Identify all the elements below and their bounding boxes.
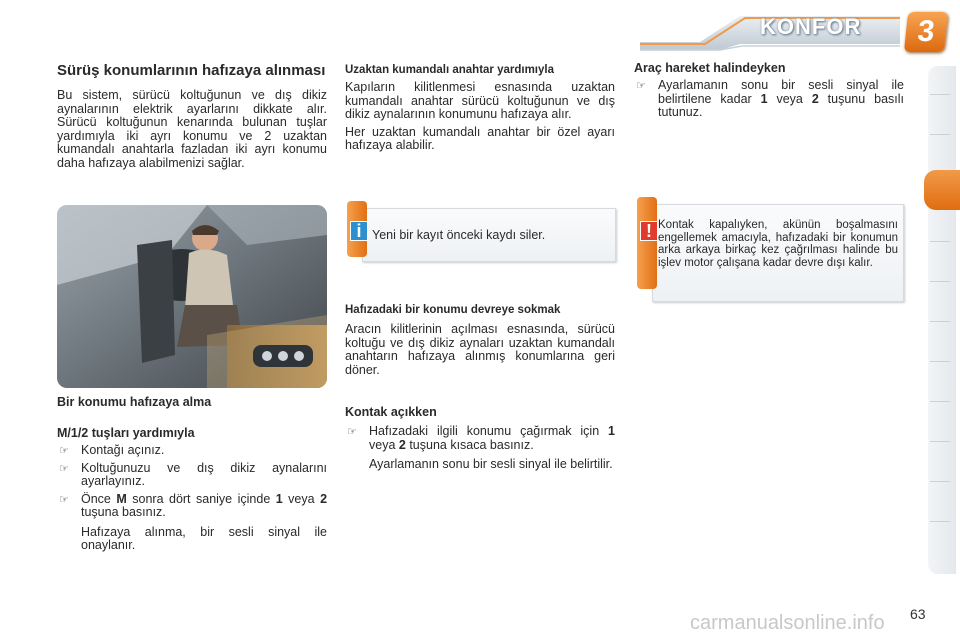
pointing-hand-icon: ☞ [59, 444, 69, 457]
remote-paragraph: Kapıların kilitlenmesi esnasında uzaktan kumandalı anahtar sürücü koltuğunun ve dış dikiz aynalarının konumunu hafızaya alır. [345, 80, 615, 121]
warning-box [646, 204, 904, 302]
list-item: ☞ Ayarlamanın sonu bir sesli sinyal ile belirtilene kadar 1 veya 2 tuşunu basılı tutunuz. [636, 78, 905, 119]
pointing-hand-icon: ☞ [347, 425, 357, 438]
list-item: ☞ Hafızadaki ilgili konumu çağırmak için 1 veya 2 tuşuna kısaca basınız. [347, 424, 615, 452]
section-subtitle: Bir konumu hafızaya alma [57, 395, 212, 409]
info-box [356, 208, 616, 262]
info-icon: i [350, 221, 368, 241]
car-seat-photo [57, 205, 327, 388]
chapter-badge: 3 [904, 12, 948, 52]
activate-paragraph: Aracın kilitlerinin açılması esnasında, sürücü koltuğu ve dış dikiz aynaları uzaktan kumandalı anahtarın hafızaya alınmış konumlarına geri döner. [345, 322, 615, 377]
section-heading: Sürüş konumlarının hafızaya alınması [57, 62, 326, 79]
watermark: carmanualsonline.info [690, 612, 885, 634]
pointing-hand-icon: ☞ [636, 79, 646, 92]
confirmation-text: Hafızaya alınma, bir sesli sinyal ile onaylanır. [81, 524, 327, 552]
warning-text: Kontak kapalıyken, akünün boşalmasını engellemek amacıyla, hafızadaki bir konumun arka arkaya birkaç kez çağrılması halinde bu işlev motor çalışana kadar devre dışı kalır. [658, 219, 898, 269]
ignition-subtitle: Kontak açıkken [345, 405, 437, 419]
active-chapter-tab[interactable] [924, 170, 960, 210]
activate-subtitle: Hafızadaki bir konumu devreye sokmak [345, 304, 561, 316]
exclamation-icon: ! [640, 221, 658, 241]
remote-paragraph-2: Her uzaktan kumandalı anahtar bir özel ayarı hafızaya alabilir. [345, 124, 615, 152]
chapter-tab-rail [928, 66, 956, 574]
buttons-subtitle: M/1/2 tuşları yardımıyla [57, 426, 195, 440]
list-item: ☞ Koltuğunuzu ve dış dikiz aynalarını ayarlayınız. [59, 460, 327, 488]
list-item: ☞ Kontağı açınız. [59, 443, 165, 457]
ignition-after-text: Ayarlamanın sonu bir sesli sinyal ile belirtilir. [369, 457, 613, 471]
intro-paragraph: Bu sistem, sürücü koltuğunun ve dış dikiz aynalarının elektrik ayarlarını dikkate alır. Sürücü koltuğunun kenarında bulunan tuşlar yardımıyla iki ayrı konumu ve 2 uzaktan kumandalı anahtarla fazladan iki ayrı konumu daha hafızaya alabilmenizi sağlar. [57, 88, 327, 170]
moving-subtitle: Araç hareket halindeyken [634, 61, 786, 75]
pointing-hand-icon: ☞ [59, 492, 69, 506]
driver-seat-illustration [57, 205, 327, 388]
list-item: ☞ Önce M sonra dört saniye içinde 1 veya 2 tuşuna basınız. [59, 491, 328, 519]
info-text: Yeni bir kayıt önceki kaydı siler. [372, 228, 546, 242]
page-title: KONFOR [760, 14, 862, 39]
pointing-hand-icon: ☞ [59, 461, 69, 475]
page-number: 63 [910, 606, 926, 622]
remote-subtitle: Uzaktan kumandalı anahtar yardımıyla [345, 64, 554, 76]
